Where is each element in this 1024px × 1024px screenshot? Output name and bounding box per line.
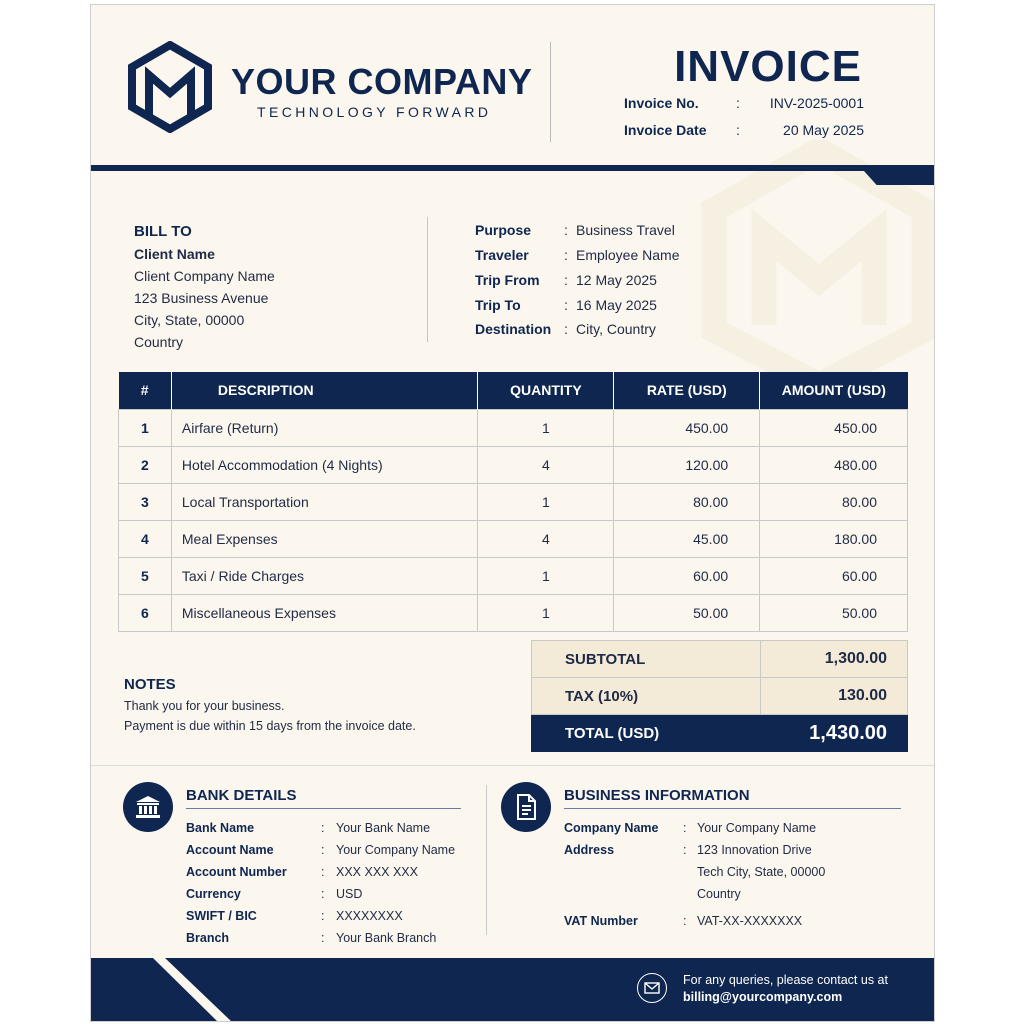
business-address-row [564, 843, 904, 861]
business-address-row [564, 887, 904, 905]
bank-value: Your Bank Name [336, 821, 431, 835]
trip-value: 12 May 2025 [576, 272, 657, 288]
column-header-number: # [119, 372, 172, 409]
row-number: 2 [119, 446, 172, 483]
bank-title-rule [186, 808, 461, 809]
company-tagline: TECHNOLOGY FORWARD [257, 104, 492, 120]
trip-row-purpose [475, 222, 775, 242]
business-vat-row [564, 914, 904, 932]
row-rate: 60.00 [614, 557, 760, 594]
table-row [119, 409, 908, 446]
colon: : [564, 222, 568, 238]
footer-contact-text: For any queries, please contact us at [683, 973, 888, 987]
row-quantity: 1 [478, 409, 614, 446]
bank-value: XXXXXXXX [336, 909, 403, 923]
bank-value: Your Bank Branch [336, 931, 437, 945]
business-label: VAT Number [564, 914, 638, 928]
bank-row [186, 909, 476, 927]
footer-email-link[interactable]: billing@yourcompany.com [683, 990, 843, 1004]
row-rate: 120.00 [614, 446, 760, 483]
invoice-number-row [624, 95, 864, 115]
header-divider [550, 42, 551, 142]
totals-table [531, 640, 908, 752]
bank-label: Account Number [186, 865, 287, 879]
colon: : [321, 931, 325, 945]
row-rate: 80.00 [614, 483, 760, 520]
row-quantity: 1 [478, 483, 614, 520]
trip-label: Trip From [475, 272, 540, 288]
info-divider [486, 785, 487, 935]
colon: : [736, 95, 740, 111]
table-header-row [119, 372, 908, 409]
table-row [119, 557, 908, 594]
bank-row [186, 931, 476, 949]
bill-to-title: BILL TO [134, 223, 192, 240]
invoice-page [90, 4, 935, 1022]
business-value: 123 Innovation Drive [697, 843, 812, 857]
business-label: Address [564, 843, 615, 857]
row-rate: 45.00 [614, 520, 760, 557]
trip-value: 16 May 2025 [576, 297, 657, 313]
row-number: 5 [119, 557, 172, 594]
row-quantity: 1 [478, 594, 614, 631]
row-description: Hotel Accommodation (4 Nights) [171, 446, 478, 483]
table-row [119, 446, 908, 483]
trip-value: Employee Name [576, 247, 680, 263]
table-row [119, 520, 908, 557]
bank-details-title: BANK DETAILS [186, 787, 297, 804]
business-address-row [564, 865, 904, 883]
colon: : [564, 272, 568, 288]
subtotal-label: SUBTOTAL [532, 641, 761, 678]
document-icon [501, 782, 551, 832]
business-title-rule [564, 808, 901, 809]
row-amount: 80.00 [760, 483, 908, 520]
business-value: Your Company Name [697, 821, 817, 835]
column-header-description: DESCRIPTION [171, 372, 478, 409]
row-number: 1 [119, 409, 172, 446]
row-quantity: 4 [478, 446, 614, 483]
row-number: 6 [119, 594, 172, 631]
footer-stripe [153, 958, 233, 1022]
bank-row [186, 821, 476, 839]
bank-row [186, 865, 476, 883]
bank-label: Branch [186, 931, 230, 945]
trip-label: Destination [475, 321, 552, 337]
trip-label: Purpose [475, 222, 532, 238]
column-header-amount: AMOUNT (USD) [760, 372, 908, 409]
trip-label: Trip To [475, 297, 521, 313]
business-value: Tech City, State, 00000 [697, 865, 826, 879]
tax-value: 130.00 [761, 678, 908, 715]
invoice-date-value: 20 May 2025 [783, 122, 864, 138]
invoice-number-value: INV-2025-0001 [769, 95, 864, 111]
row-description: Airfare (Return) [171, 409, 478, 446]
invoice-title: INVOICE [674, 42, 862, 91]
invoice-date-row [624, 122, 864, 142]
row-description: Miscellaneous Expenses [171, 594, 478, 631]
row-amount: 180.00 [760, 520, 908, 557]
row-description: Local Transportation [171, 483, 478, 520]
business-value: VAT-XX-XXXXXXX [697, 914, 803, 928]
hexagon-m-logo-icon [127, 41, 213, 133]
tax-row [532, 678, 908, 715]
invoice-number-label: Invoice No. [624, 95, 699, 111]
invoice-date-label: Invoice Date [624, 122, 707, 138]
trip-row-traveler [475, 247, 775, 267]
business-info-title: BUSINESS INFORMATION [564, 787, 750, 804]
row-quantity: 1 [478, 557, 614, 594]
column-header-rate: RATE (USD) [614, 372, 760, 409]
business-label: Company Name [564, 821, 659, 835]
bank-value: XXX XXX XXX [336, 865, 418, 879]
colon: : [321, 887, 325, 901]
colon: : [321, 909, 325, 923]
row-rate: 50.00 [614, 594, 760, 631]
bill-divider [427, 217, 428, 342]
company-name: YOUR COMPANY [231, 61, 533, 102]
bank-label: Account Name [186, 843, 274, 857]
total-label: TOTAL (USD) [532, 715, 761, 752]
bank-row [186, 843, 476, 861]
row-quantity: 4 [478, 520, 614, 557]
colon: : [683, 821, 687, 835]
business-company-row [564, 821, 904, 839]
colon: : [321, 843, 325, 857]
colon: : [321, 821, 325, 835]
colon: : [564, 247, 568, 263]
colon: : [564, 297, 568, 313]
row-description: Taxi / Ride Charges [171, 557, 478, 594]
bank-row [186, 887, 476, 905]
trip-row-from [475, 272, 775, 292]
colon: : [683, 914, 687, 928]
header-band [91, 165, 935, 171]
bank-label: SWIFT / BIC [186, 909, 257, 923]
bank-value: Your Company Name [336, 843, 456, 857]
mail-icon [637, 973, 667, 1003]
row-number: 3 [119, 483, 172, 520]
bank-icon [123, 782, 173, 832]
trip-value: Business Travel [576, 222, 675, 238]
client-address-line1: 123 Business Avenue [134, 290, 269, 306]
client-company: Client Company Name [134, 268, 275, 284]
notes-line: Payment is due within 15 days from the invoice date. [124, 719, 416, 733]
row-rate: 450.00 [614, 409, 760, 446]
line-items-table [118, 372, 908, 632]
bank-value: USD [336, 887, 363, 901]
total-row [532, 715, 908, 752]
table-row [119, 483, 908, 520]
client-address-line2: City, State, 00000 [134, 312, 245, 328]
colon: : [683, 843, 687, 857]
business-value: Country [697, 887, 741, 901]
bank-label: Currency [186, 887, 241, 901]
tax-label: TAX (10%) [532, 678, 761, 715]
client-country: Country [134, 334, 184, 350]
subtotal-value: 1,300.00 [761, 641, 908, 678]
row-amount: 450.00 [760, 409, 908, 446]
row-description: Meal Expenses [171, 520, 478, 557]
row-number: 4 [119, 520, 172, 557]
notes-title: NOTES [124, 676, 176, 693]
subtotal-row [532, 641, 908, 678]
client-name: Client Name [134, 246, 215, 262]
row-amount: 60.00 [760, 557, 908, 594]
trip-row-destination [475, 321, 775, 341]
colon: : [564, 321, 568, 337]
total-value: 1,430.00 [761, 715, 908, 752]
trip-row-to [475, 297, 775, 317]
bank-label: Bank Name [186, 821, 255, 835]
table-row [119, 594, 908, 631]
trip-value: City, Country [576, 321, 656, 337]
column-header-quantity: QUANTITY [478, 372, 614, 409]
colon: : [736, 122, 740, 138]
section-separator [91, 765, 935, 766]
trip-label: Traveler [475, 247, 529, 263]
notes-line: Thank you for your business. [124, 699, 285, 713]
row-amount: 480.00 [760, 446, 908, 483]
colon: : [321, 865, 325, 879]
row-amount: 50.00 [760, 594, 908, 631]
